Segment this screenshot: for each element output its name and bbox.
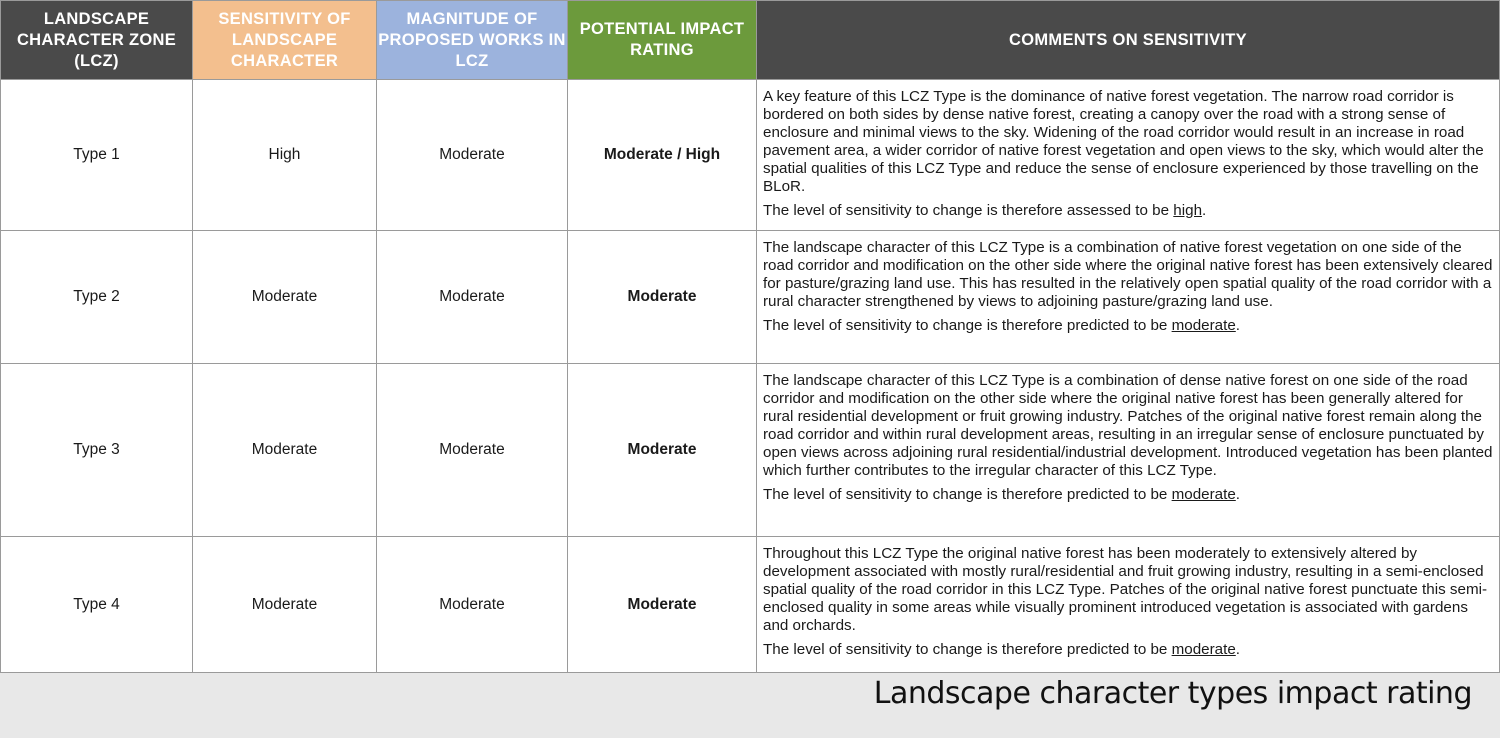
impact-cell: Moderate — [568, 537, 757, 673]
sensitivity-cell: Moderate — [193, 537, 377, 673]
level-value: high — [1173, 202, 1203, 219]
impact-cell: Moderate — [568, 231, 757, 364]
sensitivity-level-statement — [763, 202, 1493, 220]
header-magnitude: MAGNITUDE OF PROPOSED WORKS IN LCZ — [377, 1, 568, 80]
table-row — [1, 364, 1500, 537]
comment-text: A key feature of this LCZ Type is the dominance of native forest vegetation. The narrow road corridor is bordered on both sides by dense native forest, creating a canopy over the road with a strong sense of enclosure and minimal views to the sky. Widening of the road corridor would result in an increase in road pavement area, a wider corridor of native forest vegetation and open views to the sky, which would alter the spatial qualities of this LCZ Type and reduce the sense of enclosure experienced by those travelling on the BLoR. — [763, 88, 1484, 195]
level-suffix: . — [1235, 486, 1241, 503]
figure-caption: Landscape character types impact rating — [873, 676, 1472, 711]
level-prefix: The level of sensitivity to change is therefore assessed to be — [763, 202, 1174, 219]
sensitivity-cell: Moderate — [193, 364, 377, 537]
magnitude-cell: Moderate — [377, 231, 568, 364]
table-header-row — [1, 1, 1500, 80]
comment-text: Throughout this LCZ Type the original native forest has been moderately to extensively altered by development associated with mostly rural/residential and fruit growing industry, resulting in a semi-enclosed spatial quality of the road corridor in this LCZ Type. Patches of the original native forest punctuate this semi-enclosed quality in some areas while visually prominent introduced vegetation is associated with gardens and orchards. — [763, 545, 1488, 634]
comment-cell — [757, 231, 1500, 364]
header-comments: COMMENTS ON SENSITIVITY — [757, 1, 1500, 80]
magnitude-cell: Moderate — [377, 537, 568, 673]
header-impact-rating: POTENTIAL IMPACT RATING — [568, 1, 757, 80]
table-row — [1, 231, 1500, 364]
zone-cell: Type 1 — [1, 80, 193, 231]
sensitivity-level-statement — [763, 486, 1493, 504]
zone-cell: Type 3 — [1, 364, 193, 537]
impact-cell: Moderate / High — [568, 80, 757, 231]
comment-text: The landscape character of this LCZ Type is a combination of native forest vegetation on one side of the road corridor and modification on the other side where the original native forest has been extensively cleared for pasture/grazing land use. This has resulted in the relatively open spatial quality of the road corridor with a rural character strengthened by views to adjoining pasture/grazing land use. — [763, 239, 1493, 310]
level-prefix: The level of sensitivity to change is therefore predicted to be — [763, 317, 1172, 334]
level-suffix: . — [1235, 317, 1241, 334]
sensitivity-cell: Moderate — [193, 231, 377, 364]
magnitude-cell: Moderate — [377, 80, 568, 231]
comment-cell — [757, 364, 1500, 537]
comment-cell — [757, 80, 1500, 231]
level-prefix: The level of sensitivity to change is therefore predicted to be — [763, 641, 1172, 658]
zone-cell: Type 2 — [1, 231, 193, 364]
level-value: moderate — [1171, 486, 1236, 503]
level-suffix: . — [1202, 202, 1207, 219]
zone-cell: Type 4 — [1, 537, 193, 673]
level-suffix: . — [1235, 641, 1241, 658]
header-lcz: LANDSCAPE CHARACTER ZONE (LCZ) — [1, 1, 193, 80]
header-sensitivity: SENSITIVITY OF LANDSCAPE CHARACTER — [193, 1, 377, 80]
comment-cell — [757, 537, 1500, 673]
comment-text: The landscape character of this LCZ Type is a combination of dense native forest on one side of the road corridor and modification on the other side where the original native forest has been generally altered for rural residential development or fruit growing industry. Patches of the original native forest remain along the road corridor and within rural development areas, resulting in an irregular sense of enclosure punctuated by open views across adjoining rural residential/industrial development. Introduced vegetation has been planted which further contributes to the irregular character of this LCZ Type. — [763, 372, 1493, 479]
sensitivity-level-statement — [763, 641, 1493, 659]
magnitude-cell: Moderate — [377, 364, 568, 537]
sensitivity-level-statement — [763, 317, 1493, 335]
level-prefix: The level of sensitivity to change is therefore predicted to be — [763, 486, 1172, 503]
table-row — [1, 80, 1500, 231]
impact-cell: Moderate — [568, 364, 757, 537]
level-value: moderate — [1171, 641, 1236, 658]
table-row — [1, 537, 1500, 673]
level-value: moderate — [1171, 317, 1236, 334]
sensitivity-cell: High — [193, 80, 377, 231]
